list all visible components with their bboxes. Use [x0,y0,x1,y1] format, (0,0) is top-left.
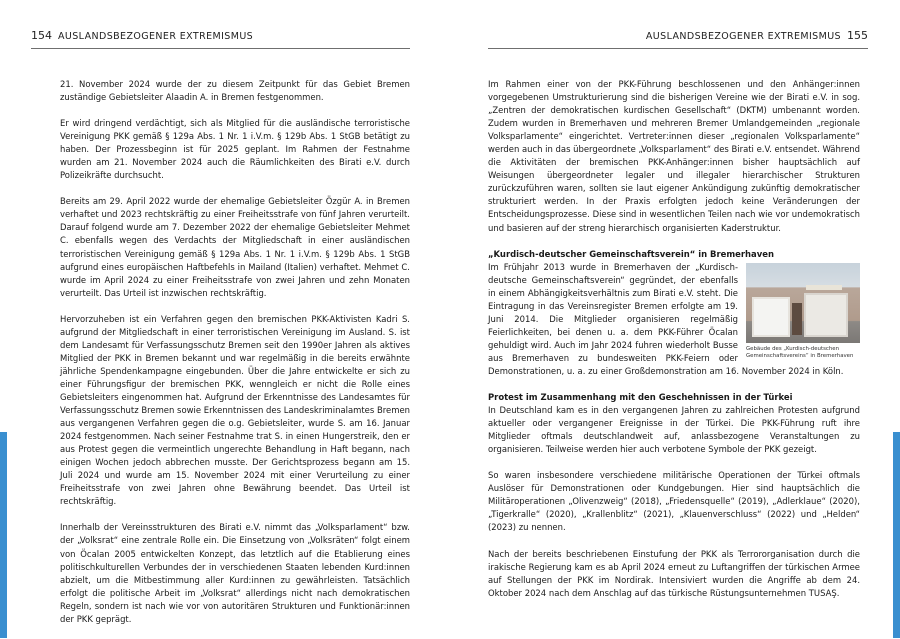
paragraph: Im Frühjahr 2013 wurde in Bremerhaven der „Kurdisch-deutsche Gemeinschaftsverein“ gegründet, der ebenfalls in einem Abhängigkeitsverhältnis zum Birati e.V. steht. Die Eintragung in das Vereinsregister Bremen erfolgte am 19. Juni 2014. Die Mitglieder organisieren regelmäßig Feierlichkeiten, bei denen u. a. dem PKK-Führer Öcalan gehuldigt wird. Auch im Jahr 2024 fuhren wiederholt Busse aus Bremerhaven zu bundesweiten PKK-Feiern oder Demonstrationen, u. a. zu einer Großdemonstration am 16. November 2024 in Köln. [488,261,844,376]
section-heading: „Kurdisch-deutscher Gemeinschaftsverein“ in Bremerhaven [488,248,774,259]
left-accent-bar [0,432,7,638]
left-page [0,0,450,638]
paragraph: Er wird dringend verdächtigt, sich als Mitglied für die ausländische terroristische Vereinigung PKK gemäß § 129a Abs. 1 Nr. 1 i.V.m. § 129b Abs. 1 StGB betätigt zu haben. Der Prozessbeginn ist für 2025 geplant. Im Rahmen der Festnahme wurden am 21. November 2024 auch die Räumlichkeiten des Birati e.V. durch Polizeikräfte durchsucht. [60,118,410,181]
paragraph: So waren insbesondere verschiedene militärische Operationen der Türkei oftmals Auslöser für Demonstrationen oder Kundgebungen. Hier sind hauptsächlich die Militäroperationen „Olivenzweig“ (2018), „Friedensquelle“ (2019), „Adlerklaue“ (2020), „Tigerkralle“ (2020), „Krallenblitz“ (2021), „Klauenverschluss“ (2022) und „Helden“ (2023) zu nennen. [488,470,860,533]
paragraph: In Deutschland kam es in den vergangenen Jahren zu zahlreichen Protesten aufgrund aktueller oder vergangener Ereignisse in der Türkei. Die PKK-Führung ruft ihre Mitglieder oftmals deutschlandweit auf, anlassbezogene Veranstaltungen zu organisieren. Teilweise werden hier auch verbotene Symbole der PKK gezeigt. [488,405,860,455]
paragraph: Nach der bereits beschriebenen Einstufung der PKK als Terrororganisation durch die irakische Regierung kam es ab April 2024 erneut zu Luftangriffen der türkischen Armee auf Stellungen der PKK im Nordirak. Intensiviert wurden die Angriffe ab dem 24. Oktober 2024 nach dem Anschlag auf das türkische Rüstungsunternehmen TUSAŞ. [488,548,860,598]
left-running-head: AUSLANDSBEZOGENER EXTREMISMUS [58,31,254,42]
paragraph: Innerhalb der Vereinsstrukturen des Birati e.V. nimmt das „Volksparlament“ bzw. der „Volksrat“ eine zentrale Rolle ein. Die Einsetzung von „Volksräten“ folgt einem von Öcalan 2005 entwickelten Konzept, das letztlich auf die Etablierung eines politischkulturellen Verbundes der in verschiedenen Staaten lebenden Kurd:innen abzielt, um die Mitbestimmung aller Kurd:innen zu gewährleisten. Tatsächlich erfolgt die politische Arbeit im „Volksrat“ allerdings nicht nach demokratischen Regeln, sondern ist nach wie vor von autoritären Strukturen und Funktionär:innen der PKK geprägt. [60,522,410,624]
right-page [450,0,900,638]
right-accent-bar [893,432,900,638]
left-text-column [60,78,410,639]
right-running-head: AUSLANDSBEZOGENER EXTREMISMUS [645,31,841,42]
paragraph: Bereits am 29. April 2022 wurde der ehemalige Gebietsleiter Özgür A. in Bremen verhaftet und 2023 rechtskräftig zu einer Freiheitsstrafe von fünf Jahren verurteilt. Darauf folgend wurde am 7. Dezember 2022 der ehemalige Gebietsleiter Mehmet C. ebenfalls wegen des Verdachts der Mitgliedschaft in einer ausländischen terroristischen Vereinigung gemäß § 129a Abs. 1 Nr. 1 i.V.m. § 129b Abs. 1 StGB aufgrund eines europäischen Haftbefehls in Mailand (Italien) verhaftet. Mehmet C. wurde im April 2024 zu einer Freiheitsstrafe von zwei Jahren und zehn Monaten verurteilt. Das Urteil ist inzwischen rechtskräftig. [60,196,410,298]
paragraph: 21. November 2024 wurde der zu diesem Zeitpunkt für das Gebiet Bremen zuständige Gebietsleiter Alaadin A. in Bremen festgenommen. [60,79,410,103]
paragraph: Im Rahmen einer von der PKK-Führung beschlossenen und den Anhänger:innen vorgegebenen Umstrukturierung sind die bisherigen Vereine wie der Birati e.V. in sog. „Zentren der demokratischen kurdischen Gesellschaft“ (DKTM) umbenannt worden. Zudem wurden in Bremerhaven und mehreren Bremer Umlandgemeinden „regionale Volksparlamente“ eingerichtet. Vertreter:innen dieser „regionalen Volksparlamente“ werden auch in das übergeordnete „Volksparlament“ des Birati e.V. entsendet. Während die Aktivitäten der bremischen PKK-Anhänger:innen bisher hauptsächlich auf Weisungen übergeordneter legaler und illegaler hierarchischer Strukturen zurückzuführen waren, sollten sie laut eigener Ankündigung zukünftig demokratischer strukturiert werden. In der Praxis erfolgten jedoch keine Veränderungen der Entscheidungsprozesse. Diese sind in wesentlichen Teilen nach wie vor undemokratisch und basieren auf der streng hierarchisch organisierten Kaderstruktur. [488,79,860,233]
left-running-header [31,29,410,49]
right-running-header [488,29,868,49]
left-page-number: 154 [31,29,52,42]
right-text-column [488,78,860,613]
building-figure [746,263,860,360]
section-heading: Protest im Zusammenhang mit den Geschehnissen in der Türkei [488,392,793,403]
building-photo [746,263,860,343]
paragraph: Hervorzuheben ist ein Verfahren gegen den bremischen PKK-Aktivisten Kadri S. aufgrund der Mitgliedschaft in einer terroristischen Vereinigung im Ausland. S. ist dem Landesamt für Verfassungsschutz Bremen seit den 1990er Jahren als aktives Mitglied der PKK in Bremen bekannt und war regelmäßig in die bereits erwähnte jährliche Spendenkampagne eingebunden. Über die Jahre entwickelte er sich zu einer Führungsfigur der bremischen PKK, wenngleich er nicht die Rolle eines Gebietsleiters eingenommen hat. Aufgrund der Erkenntnisse des Landesamtes für Verfassungsschutz Bremen sowie Erkenntnissen des Landeskriminalamtes Bremen aus vergangenen Verfahren gegen die o.g. Gebietsleiter, wurde S. am 16. Januar 2024 festgenommen. Nach seiner Festnahme trat S. in einen Hungerstreik, den er aus Protest gegen die vermeintlich ungerechte Behandlung in Haft begann, nach einigen Wochen jedoch abbrechen musste. Der Gerichtsprozess begann am 15. Juli 2024 und wurde am 15. November 2024 mit einer Verurteilung zu einer Freiheitsstrafe von zwei Jahren ohne Bewährung beendet. Das Urteil ist rechtskräftig. [60,313,410,507]
figure-caption: Gebäude des „Kurdisch-deutschen Gemeinschaftsvereins“ in Bremerhaven [746,345,854,359]
right-page-number: 155 [847,29,868,42]
